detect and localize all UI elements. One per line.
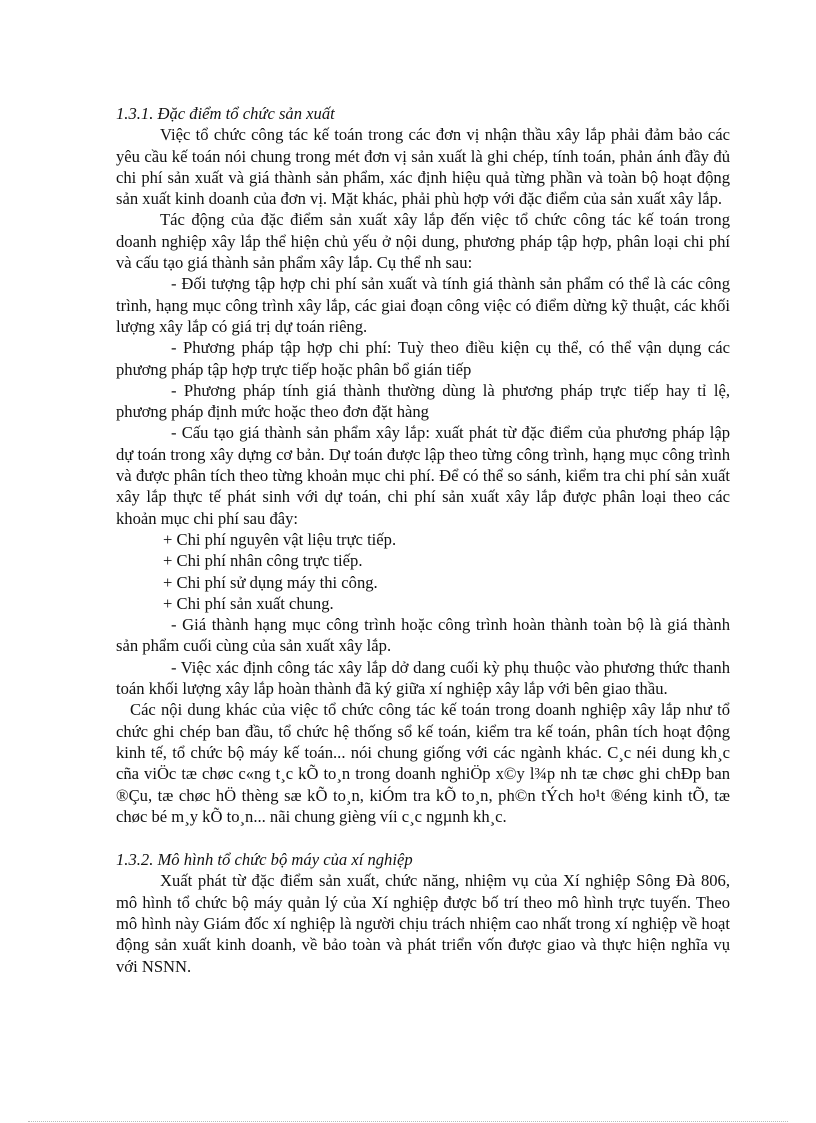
document-page [116, 103, 730, 977]
section-heading-1-3-2: 1.3.2. Mô hình tổ chức bộ máy của xí nghiệp [116, 850, 413, 870]
list-item: + Chi phí nhân công trực tiếp. [163, 551, 363, 571]
paragraph: Các nội dung khác của việc tổ chức công tác kế toán trong doanh nghiệp xây lắp như tổ chức ghi chép ban đầu, tổ chức hệ thống sổ kế toán, kiểm tra kế toán, phân tích hoạt động kinh tế, tổ chức bộ máy kế toán... nói chung giống với các ngành khác. C¸c néi dung kh¸c cña viÖc tæ chøc c«ng t¸c kÕ to¸n trong doanh nghiÖp x©y l¾p nh tæ chøc ghi chÐp ban ®Çu, tæ chøc hÖ thèng sæ kÕ to¸n, kiÓm tra kÕ to¸n, ph©n tÝch ho¹t ®éng kinh tÕ, tæ chøc bé m¸y kÕ to¸n... nãi chung gièng víi c¸c ngµnh kh¸c. [116, 700, 730, 826]
spacer [116, 827, 730, 849]
paragraph: - Phương pháp tập hợp chi phí: Tuỳ theo điều kiện cụ thể, có thể vận dụng các phương pháp tập hợp trực tiếp hoặc phân bổ gián tiếp [116, 338, 730, 379]
section-heading-1-3-1: 1.3.1. Đặc điểm tổ chức sản xuất [116, 104, 335, 123]
paragraph: Tác động của đặc điểm sản xuất xây lắp đến việc tổ chức công tác kế toán trong doanh nghiệp xây lắp thể hiện chủ yếu ở nội dung, phương pháp tập hợp, phân loại chi phí và cấu tạo giá thành sản phẩm xây lắp. Cụ thể nh sau: [116, 210, 730, 273]
paragraph: - Cấu tạo giá thành sản phẩm xây lắp: xuất phát từ đặc điểm của phương pháp lập dự toán trong xây dựng cơ bản. Dự toán được lập theo từng công trình, hạng mục công trình và được phân tích theo từng khoản mục chi phí. Để có thể so sánh, kiểm tra chi phí sản xuất xây lắp thực tế phát sinh với dự toán, chi phí sản xuất xây lắp được phân loại theo các khoản mục chi phí sau đây: [116, 423, 730, 528]
paragraph: - Giá thành hạng mục công trình hoặc công trình hoàn thành toàn bộ là giá thành sản phẩm cuối cùng của sản xuất xây lắp. [116, 615, 730, 656]
list-item: + Chi phí sử dụng máy thi công. [163, 572, 378, 592]
paragraph: Việc tổ chức công tác kế toán trong các đơn vị nhận thầu xây lắp phải đảm bảo các yêu cầu kế toán nói chung trong mét đơn vị sản xuất là ghi chép, tính toán, phản ánh đầy đủ chi phí sản xuất và giá thành sản phẩm, xác định hiệu quả từng phần và toàn bộ hoạt động sản xuất kinh doanh của đơn vị. Mặt khác, phải phù hợp với đặc điểm của sản xuất xây lắp. [116, 125, 730, 209]
paragraph: Xuất phát từ đặc điểm sản xuất, chức năng, nhiệm vụ của Xí nghiệp Sông Đà 806, mô hình tổ chức bộ máy quản lý của Xí nghiệp được bố trí theo mô hình trực tuyến. Theo mô hình này Giám đốc xí nghiệp là người chịu trách nhiệm cao nhất trong xí nghiệp về hoạt động sản xuất kinh doanh, về bảo toàn và phát triển vốn được giao và thực hiện nghĩa vụ với NSNN. [116, 871, 730, 976]
list-item: + Chi phí nguyên vật liệu trực tiếp. [163, 529, 397, 549]
list-item: + Chi phí sản xuất chung. [163, 593, 334, 613]
paragraph: - Việc xác định công tác xây lắp dở dang cuối kỳ phụ thuộc vào phương thức thanh toán khối lượng xây lắp hoàn thành đã ký giữa xí nghiệp xây lắp với bên giao thầu. [116, 657, 730, 699]
paragraph: - Phương pháp tính giá thành thường dùng là phương pháp trực tiếp hay tỉ lệ, phương pháp định mức hoặc theo đơn đặt hàng [116, 380, 730, 422]
paragraph: - Đối tượng tập hợp chi phí sản xuất và tính giá thành sản phẩm có thể là các công trình, hạng mục công trình xây lắp, các giai đoạn công việc có điểm dừng kỹ thuật, các khối lượng xây lắp có giá trị dự toán riêng. [116, 274, 730, 336]
page-bottom-rule [28, 1121, 788, 1122]
